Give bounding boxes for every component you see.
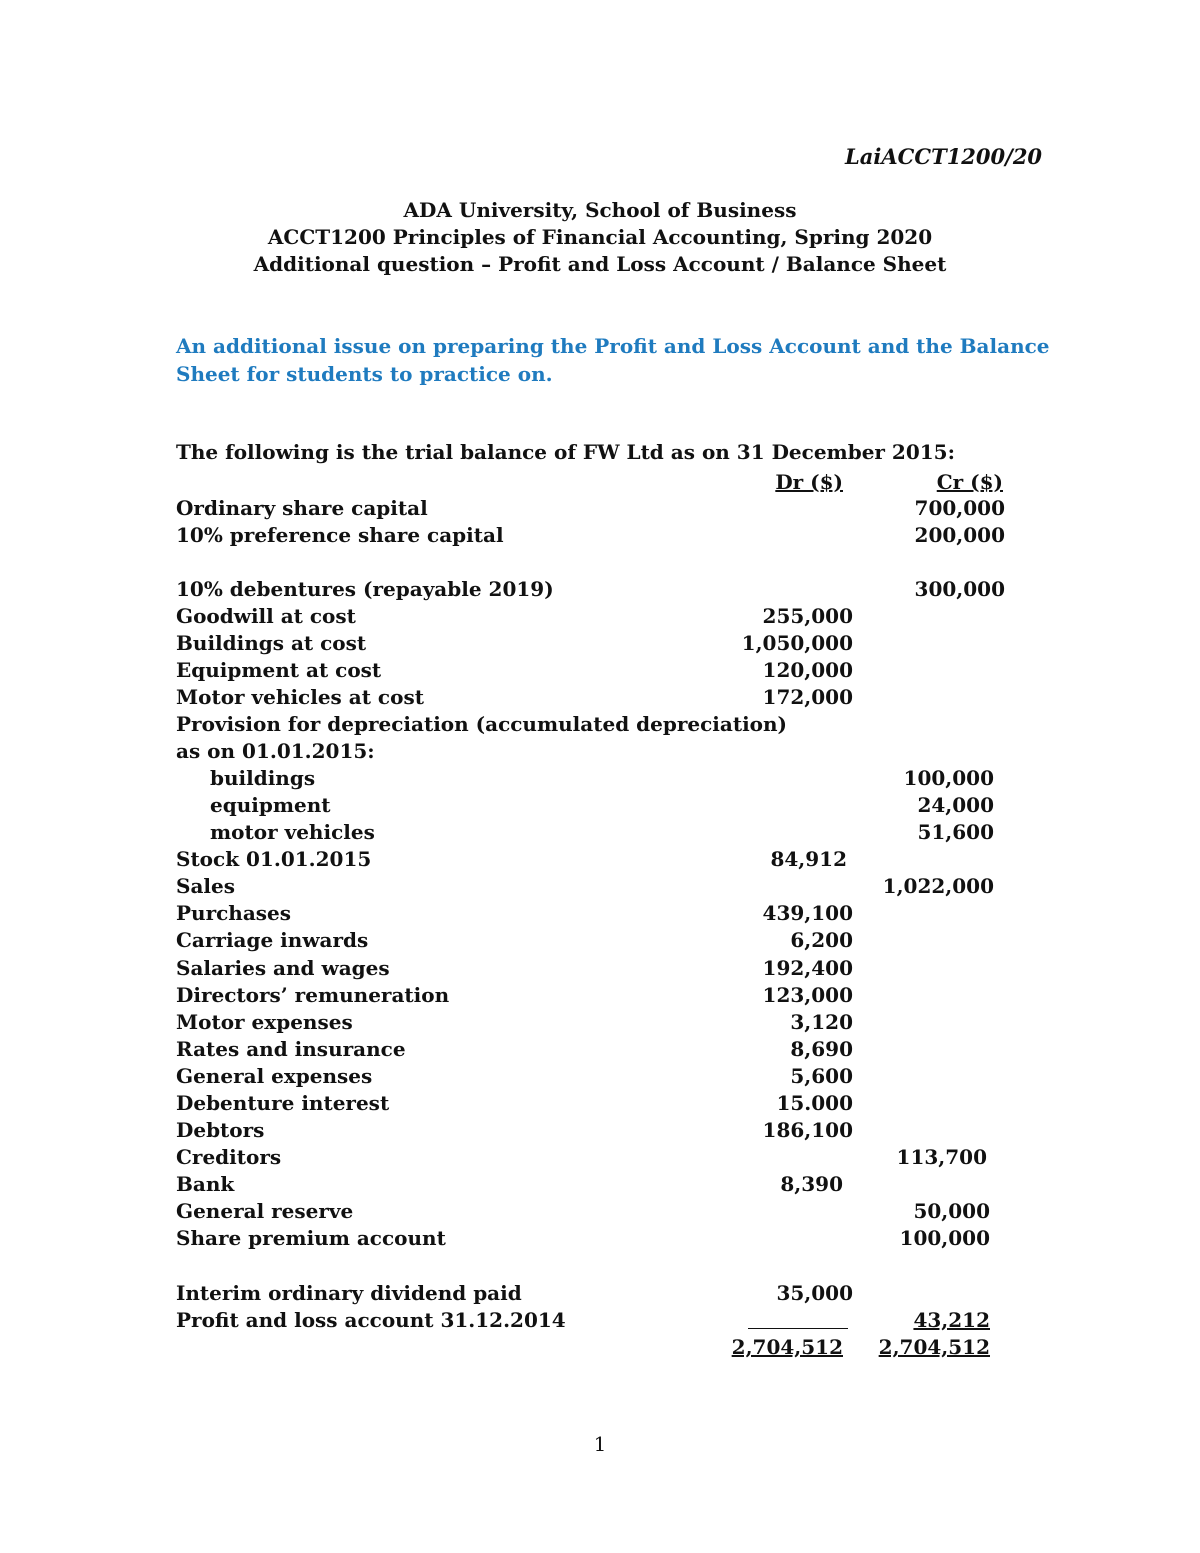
row-label: equipment [210,793,331,817]
table-row [0,630,1200,657]
table-row [0,1090,1200,1117]
dr-amount: 120,000 [762,658,853,682]
row-label: Creditors [176,1145,282,1169]
row-label: Goodwill at cost [176,604,356,628]
cr-amount: 1,022,000 [882,874,994,898]
dr-amount: 8,390 [780,1172,843,1196]
table-row [0,765,1200,792]
row-label: Provision for depreciation (accumulated depreciation) [176,712,788,736]
row-label: as on 01.01.2015: [176,739,375,763]
table-row [0,900,1200,927]
table-row [0,819,1200,846]
dr-amount: 186,100 [762,1118,853,1142]
table-row [0,1171,1200,1198]
dr-amount: 123,000 [762,983,853,1007]
row-label: Purchases [176,901,292,925]
row-label: Ordinary share capital [176,496,428,520]
dr-amount: 5,600 [790,1064,853,1088]
dr-amount: 192,400 [762,956,853,980]
dr-amount: 172,000 [762,685,853,709]
row-label: Interim ordinary dividend paid [176,1281,522,1305]
table-row [0,846,1200,873]
row-label: 10% preference share capital [176,523,504,547]
cr-amount: 51,600 [917,820,994,844]
table-row [0,873,1200,900]
table-row [0,955,1200,982]
practice-note: An additional issue on preparing the Profit and Loss Account and the Balance Sheet for students to practice on. [176,334,1050,386]
dr-amount: 6,200 [790,928,853,952]
row-label: Carriage inwards [176,928,369,952]
row-label: Sales [176,874,235,898]
row-label: Salaries and wages [176,956,390,980]
row-label: Equipment at cost [176,658,382,682]
cr-total: 2,704,512 [878,1335,990,1359]
row-label: buildings [210,766,316,790]
dr-amount: 84,912 [770,847,847,871]
table-row [0,711,1200,738]
totals-row [0,1334,1200,1361]
row-label: Share premium account [176,1226,446,1250]
row-label: 10% debentures (repayable 2019) [176,577,554,601]
cr-amount: 50,000 [913,1199,990,1223]
cr-amount: 100,000 [899,1226,990,1250]
table-row [0,684,1200,711]
table-row [0,1063,1200,1090]
table-row [0,1117,1200,1144]
dr-amount: 255,000 [762,604,853,628]
row-label: Motor vehicles at cost [176,685,424,709]
cr-amount: 700,000 [914,496,1005,520]
table-row [0,1307,1200,1334]
table-row [0,603,1200,630]
row-label: Buildings at cost [176,631,367,655]
dr-column-header: Dr ($) [775,470,843,494]
table-row [0,1280,1200,1307]
dr-amount: 439,100 [762,901,853,925]
title-block [0,197,1200,278]
dr-amount: 8,690 [790,1037,853,1061]
table-row [0,1225,1200,1252]
row-label: Debenture interest [176,1091,390,1115]
table-row [0,1144,1200,1171]
row-label: Stock 01.01.2015 [176,847,372,871]
cr-amount: 100,000 [903,766,994,790]
dr-amount: 35,000 [776,1281,853,1305]
dr-subtotal-rule [748,1328,848,1329]
row-label: Rates and insurance [176,1037,406,1061]
cr-amount: 113,700 [896,1145,987,1169]
table-row [0,657,1200,684]
dr-amount: 1,050,000 [741,631,853,655]
table-row [0,495,1200,522]
table-row [0,522,1200,549]
question-title: Additional question – Profit and Loss Account / Balance Sheet [253,252,947,276]
column-headers [0,469,1200,496]
page-number: 1 [593,1432,607,1456]
cr-amount: 300,000 [914,577,1005,601]
table-row [0,982,1200,1009]
row-label: Directors’ remuneration [176,983,450,1007]
table-row [0,1009,1200,1036]
row-label: General expenses [176,1064,373,1088]
cr-amount: 43,212 [913,1308,990,1332]
row-label: Motor expenses [176,1010,353,1034]
cr-amount: 200,000 [914,523,1005,547]
table-row [0,1198,1200,1225]
dr-amount: 15.000 [776,1091,853,1115]
dr-total: 2,704,512 [731,1335,843,1359]
table-row [0,738,1200,765]
row-label: Debtors [176,1118,265,1142]
table-row [0,792,1200,819]
table-row [0,927,1200,954]
cr-amount: 24,000 [917,793,994,817]
course-title: ACCT1200 Principles of Financial Accounting, Spring 2020 [267,225,933,249]
table-row [0,1036,1200,1063]
trial-balance-intro: The following is the trial balance of FW Ltd as on 31 December 2015: [176,440,955,464]
document-reference: LaiACCT1200/20 [845,144,1043,169]
table-row [0,576,1200,603]
row-label: Profit and loss account 31.12.2014 [176,1308,566,1332]
row-label: Bank [176,1172,235,1196]
row-label: motor vehicles [210,820,375,844]
cr-column-header: Cr ($) [936,470,1003,494]
dr-amount: 3,120 [790,1010,853,1034]
row-label: General reserve [176,1199,354,1223]
university-title: ADA University, School of Business [403,198,797,222]
